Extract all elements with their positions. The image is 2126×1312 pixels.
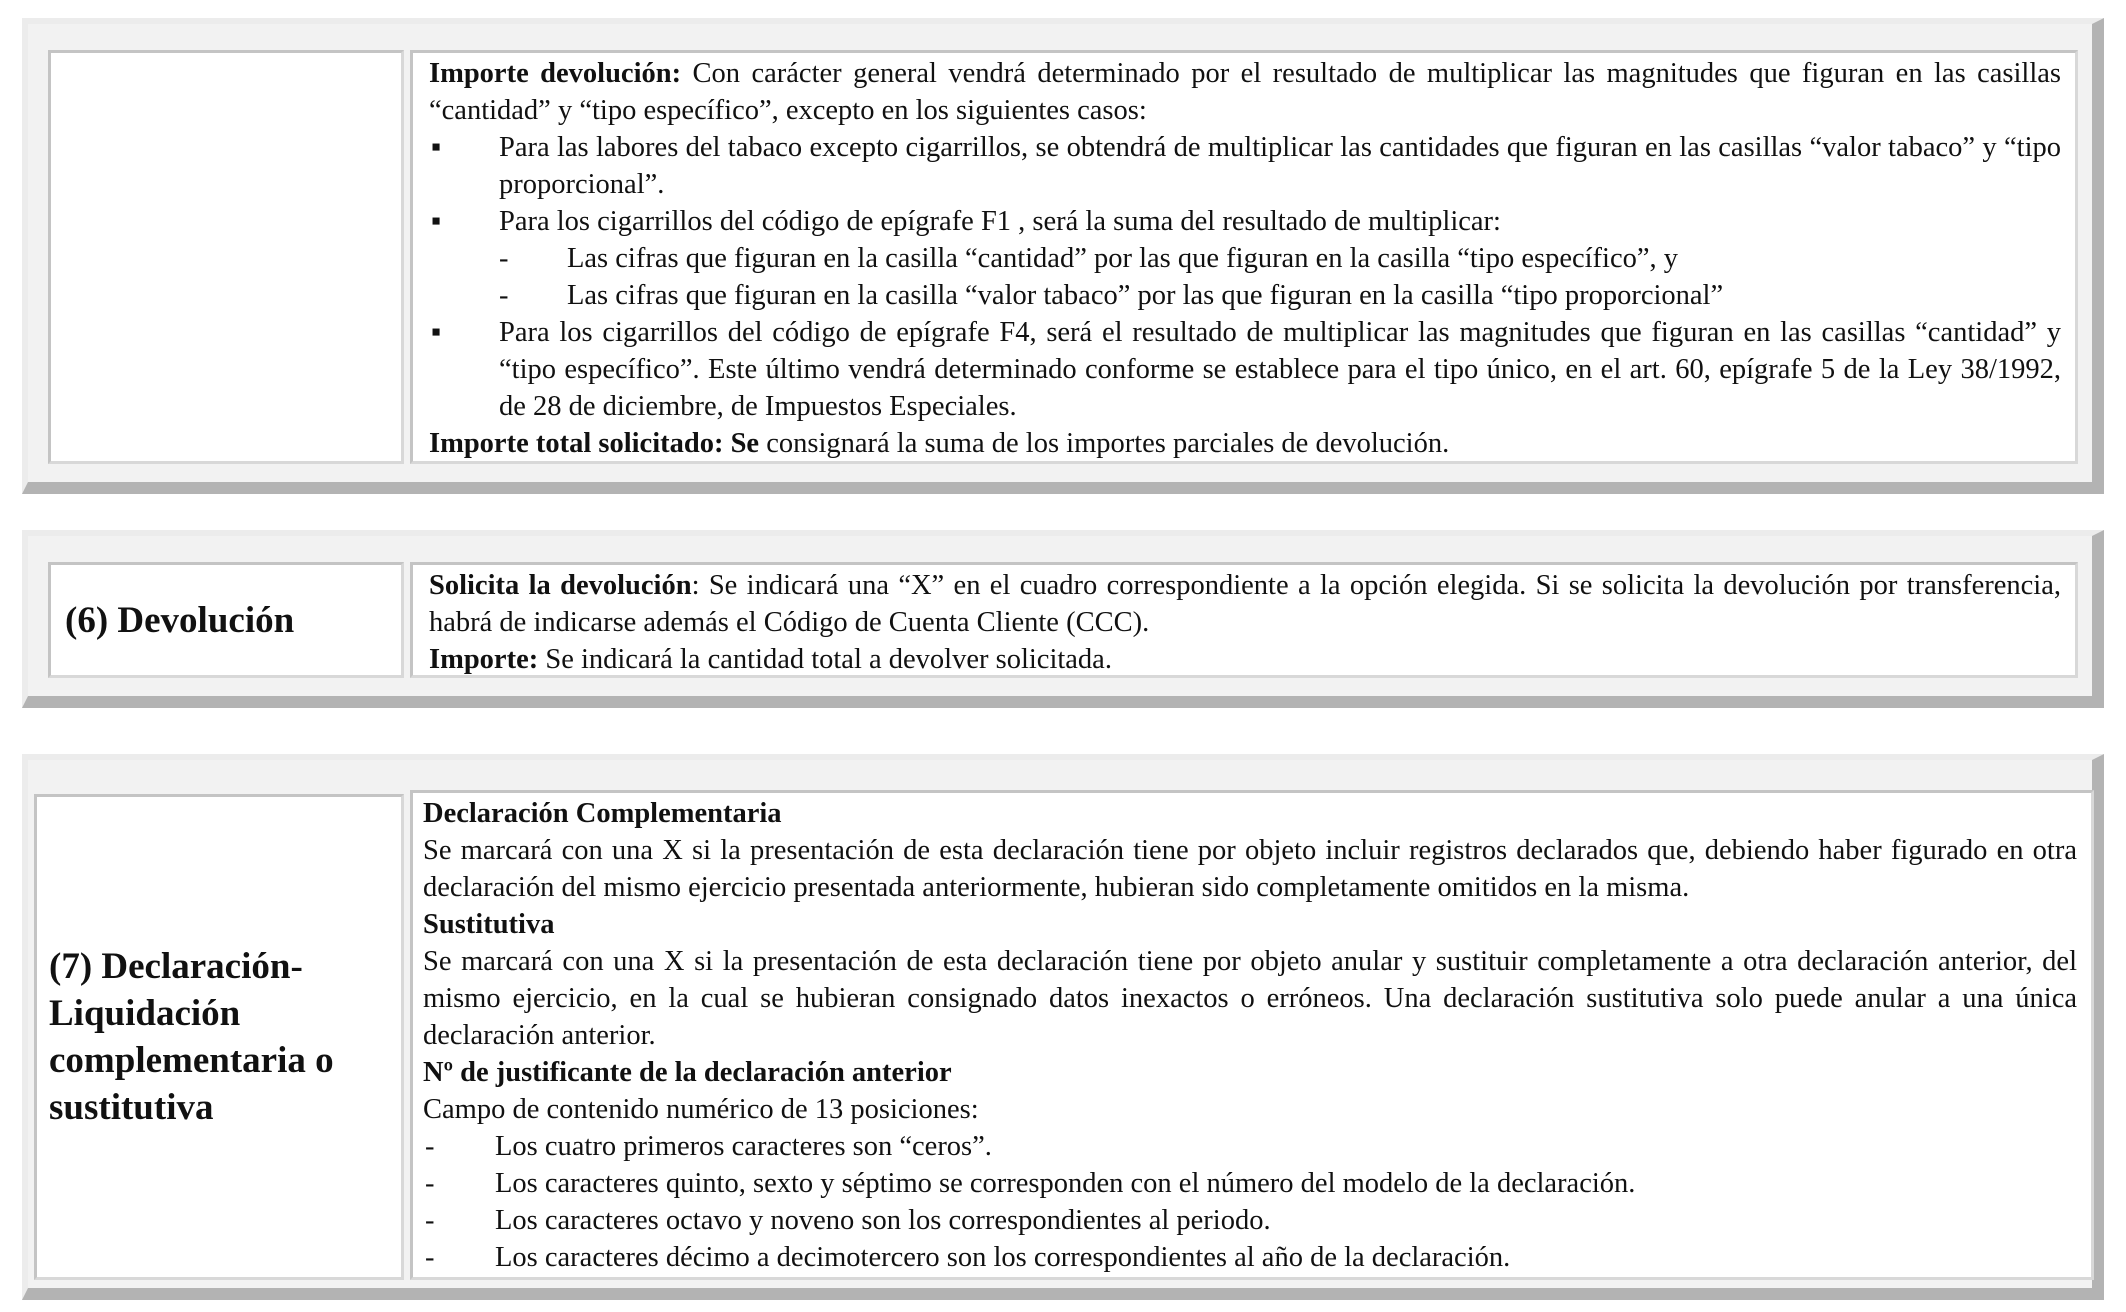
importe-content-cell xyxy=(410,50,2078,464)
justificante-item: Los caracteres décimo a decimotercero son los correspondientes al año de la declaración. xyxy=(495,1242,1511,1273)
list-item xyxy=(429,203,2061,240)
bullet-icon: ▪ xyxy=(431,206,442,237)
list-item xyxy=(423,1239,2077,1276)
dash-icon: - xyxy=(425,1131,435,1162)
importe-devolucion-title: Importe devolución: xyxy=(429,58,682,89)
importe-label-cell xyxy=(48,50,404,464)
importe-total-paragraph xyxy=(429,425,2061,462)
dash-icon: - xyxy=(425,1242,435,1273)
sub-list-item xyxy=(429,277,2061,314)
list-item xyxy=(423,1202,2077,1239)
bullet-text: Para las labores del tabaco excepto cigarrillos, se obtendrá de multiplicar las cantidades que figuran en las casillas “valor tabaco” y “tipo proporcional”. xyxy=(499,132,2061,200)
label-line: sustitutiva xyxy=(49,1087,214,1128)
sub-list-item xyxy=(429,240,2061,277)
sustitutiva-title: Sustitutiva xyxy=(423,909,555,940)
bullet-text: Para los cigarrillos del código de epígrafe F1 , será la suma del resultado de multiplicar: xyxy=(499,206,1501,237)
importe-total-text: consignará la suma de los importes parciales de devolución. xyxy=(759,428,1450,459)
importe-paragraph xyxy=(429,641,2061,678)
justificante-item: Los cuatro primeros caracteres son “ceros”. xyxy=(495,1131,992,1162)
devolucion-section xyxy=(22,530,2104,708)
dash-icon: - xyxy=(499,280,509,311)
complementaria-text: Se marcará con una X si la presentación de esta declaración tiene por objeto incluir registros declarados que, debiendo haber figurado en otra declaración del mismo ejercicio presentada anteriormente, hubieran sido completamente omitidos en la misma. xyxy=(423,835,2077,903)
list-item xyxy=(429,314,2061,425)
solicita-title: Solicita la devolución xyxy=(429,570,692,601)
solicita-text: : Se indicará una “X” en el cuadro correspondiente a la opción elegida. Si se solicita la devolución por transferencia, habrá de indicarse además el Código de Cuenta Cliente (CCC). xyxy=(429,570,2061,638)
importe-devolucion-paragraph xyxy=(429,55,2061,129)
solicita-paragraph xyxy=(429,567,2061,641)
importe-title: Importe: xyxy=(429,644,539,675)
justificante-item: Los caracteres quinto, sexto y séptimo se corresponden con el número del modelo de la declaración. xyxy=(495,1168,1636,1199)
dash-icon: - xyxy=(425,1205,435,1236)
bullet-icon: ▪ xyxy=(431,317,442,348)
dash-icon: - xyxy=(425,1168,435,1199)
label-line: (7) Declaración- xyxy=(49,946,303,987)
sub-item-text: Las cifras que figuran en la casilla “valor tabaco” por las que figuran en la casilla “tipo proporcional” xyxy=(567,280,1724,311)
justificante-intro: Campo de contenido numérico de 13 posiciones: xyxy=(423,1094,979,1125)
dash-icon: - xyxy=(499,243,509,274)
devolucion-label: (6) Devolución xyxy=(65,599,295,641)
importe-section xyxy=(22,18,2104,494)
list-item xyxy=(423,1165,2077,1202)
list-item xyxy=(429,129,2061,203)
bullet-icon: ▪ xyxy=(431,132,442,163)
list-item xyxy=(423,1128,2077,1165)
declaracion-section xyxy=(22,754,2104,1300)
devolucion-label-cell xyxy=(48,562,404,678)
importe-devolucion-intro: Con carácter general vendrá determinado por el resultado de multiplicar las magnitudes que figuran en las casillas “cantidad” y “tipo específico”, excepto en los siguientes casos: xyxy=(429,58,2061,126)
sub-item-text: Las cifras que figuran en la casilla “cantidad” por las que figuran en la casilla “tipo específico”, y xyxy=(567,243,1678,274)
complementaria-title: Declaración Complementaria xyxy=(423,798,782,829)
declaracion-content-cell xyxy=(410,790,2094,1280)
sustitutiva-text: Se marcará con una X si la presentación de esta declaración tiene por objeto anular y sustituir completamente a otra declaración anterior, del mismo ejercicio, en la cual se hubieran consignado datos inexactos o erróneos. Una declaración sustitutiva solo puede anular a una única declaración anterior. xyxy=(423,946,2077,1051)
importe-text: Se indicará la cantidad total a devolver solicitada. xyxy=(538,644,1112,675)
importe-total-title: Importe total solicitado: Se xyxy=(429,428,760,459)
declaracion-label-cell xyxy=(34,794,404,1280)
declaracion-label xyxy=(49,943,334,1131)
label-line: Liquidación xyxy=(49,993,241,1034)
justificante-title: Nº de justificante de la declaración anterior xyxy=(423,1057,952,1088)
devolucion-content-cell xyxy=(410,562,2078,678)
label-line: complementaria o xyxy=(49,1040,334,1081)
justificante-item: Los caracteres octavo y noveno son los correspondientes al periodo. xyxy=(495,1205,1271,1236)
bullet-text: Para los cigarrillos del código de epígrafe F4, será el resultado de multiplicar las magnitudes que figuran en las casillas “cantidad” y “tipo específico”. Este último vendrá determinado conforme se establece para el tipo único, en el art. 60, epígrafe 5 de la Ley 38/1992, de 28 de diciembre, de Impuestos Especiales. xyxy=(499,317,2061,422)
